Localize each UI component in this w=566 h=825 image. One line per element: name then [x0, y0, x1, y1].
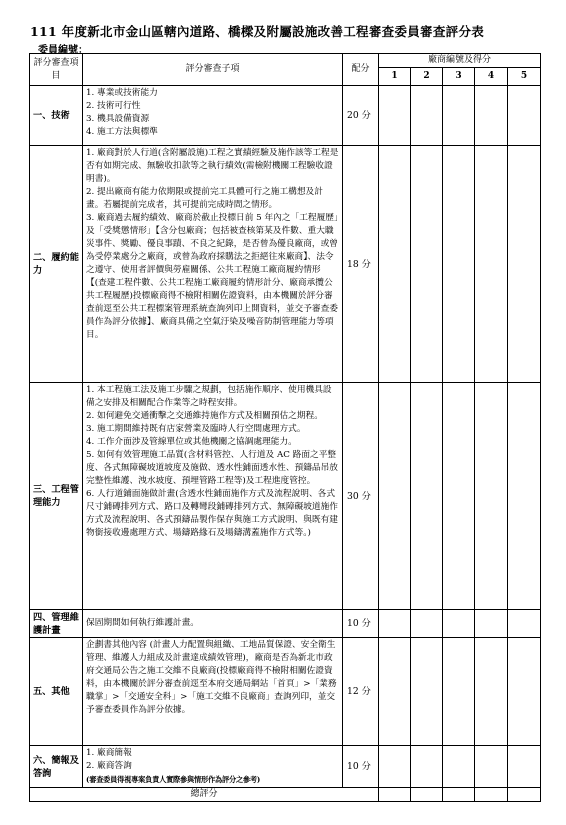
score-value: 10 分	[343, 610, 379, 638]
vendor-number: 2	[411, 68, 443, 86]
table-row	[30, 383, 541, 610]
table-row	[30, 610, 541, 638]
vendor-total-cell[interactable]	[443, 788, 475, 802]
document-title: 111 年度新北市金山區轄內道路、橋樑及附屬設施改善工程審查委員審查評分表	[30, 24, 485, 39]
vendor-score-cell[interactable]	[443, 638, 475, 746]
score-value: 10 分	[343, 746, 379, 788]
criteria-line: 2. 廠商答詢	[86, 761, 132, 771]
criteria-cell	[83, 383, 343, 610]
vendor-score-cell[interactable]	[508, 610, 541, 638]
item-label: 六、簡報及答詢	[30, 746, 83, 788]
vendor-number: 3	[443, 68, 475, 86]
score-value: 12 分	[343, 638, 379, 746]
vendor-score-cell[interactable]	[379, 638, 411, 746]
vendor-score-cell[interactable]	[379, 383, 411, 610]
table-row	[30, 86, 541, 146]
header-score: 配分	[343, 54, 379, 86]
vendor-score-cell[interactable]	[443, 610, 475, 638]
total-label: 總評分	[30, 788, 379, 802]
vendor-score-cell[interactable]	[379, 146, 411, 383]
criteria-line: 2. 技術可行性	[86, 101, 141, 111]
criteria-cell	[83, 610, 343, 638]
criteria-line: 1. 本工程施工法及施工步驟之規劃，包括施作順序、使用機具設備之安排及相關配合作業等之時程安排。	[86, 385, 332, 408]
vendor-score-cell[interactable]	[411, 146, 443, 383]
vendor-score-cell[interactable]	[508, 638, 541, 746]
score-value: 18 分	[343, 146, 379, 383]
criteria-cell	[83, 146, 343, 383]
vendor-score-cell[interactable]	[475, 86, 508, 146]
vendor-score-cell[interactable]	[379, 610, 411, 638]
table-row	[30, 638, 541, 746]
header-vendor: 廠商編號及得分	[379, 54, 541, 68]
item-label: 二、履約能力	[30, 146, 83, 383]
header-criteria: 評分審查子項	[83, 54, 343, 86]
criteria-line: 2. 如何避免交通衝擊之交通維持施作方式及相關預估之期程。	[86, 411, 323, 421]
vendor-score-cell[interactable]	[475, 746, 508, 788]
table-row	[30, 146, 541, 383]
vendor-total-cell[interactable]	[379, 788, 411, 802]
vendor-score-cell[interactable]	[379, 746, 411, 788]
vendor-score-cell[interactable]	[475, 146, 508, 383]
vendor-score-cell[interactable]	[411, 746, 443, 788]
vendor-number: 4	[475, 68, 508, 86]
item-label: 三、工程管理能力	[30, 383, 83, 610]
criteria-cell	[83, 638, 343, 746]
score-value: 20 分	[343, 86, 379, 146]
item-label: 五、其他	[30, 638, 83, 746]
vendor-score-cell[interactable]	[443, 383, 475, 610]
vendor-score-cell[interactable]	[411, 638, 443, 746]
item-label: 四、管理維護計畫	[30, 610, 83, 638]
criteria-note: (審查委員得視專案負責人實際參與情形作為評分之參考)	[86, 775, 261, 784]
vendor-score-cell[interactable]	[475, 638, 508, 746]
vendor-score-cell[interactable]	[443, 86, 475, 146]
criteria-line: 1. 專業或技術能力	[86, 88, 158, 98]
evaluation-table	[29, 53, 541, 802]
criteria-line: 3. 廠商過去履約績效、廠商於截止投標日前 5 年內之「工程履歷」及「受獎懲情形」【含分包廠商；包括被查核第某及件數、重大職災事件、獎勵、優良事蹟、不良之紀錄，是否曾為優良廠商，或曾為受停業處分之廠商，或曾為政府採購法之拒絕往來廠商】、法令之遵守、使用者評價與勞雇關係、公共工程施工廠商履約情形【(查建工程件數、公共工程施工廠商履約情形計分、廠商承攬公共工程履歷)投標廠商得不檢附相關佐證資料，由本機關於評分審查前逕至公共工程標案管理系統查詢列印上開資料，並交予審查委員作為評分依據】、廠商具備之空氣汙染及噪音防制管理能力等項目。	[86, 213, 339, 340]
vendor-score-cell[interactable]	[508, 383, 541, 610]
criteria-line: 5. 如何有效管理施工品質(含材料管控、人行道及 AC 路面之平整度、各式無障礙坡道坡度及施做、透水性鋪面透水性、預鑄品吊放完整性維護、洩水坡度、預埋管路工程等)及工程進度管控。	[86, 450, 338, 486]
vendor-score-cell[interactable]	[443, 146, 475, 383]
criteria-line: 3. 機具設備資源	[86, 114, 150, 124]
header-item: 評分審查項目	[30, 54, 83, 86]
criteria-line: 6. 人行道鋪面施做計畫(含透水性鋪面施作方式及流程說明、各式尺寸鋪磚排列方式、路口及轉彎段鋪磚排列方式、無障礙坡道施作方式及流程說明、各式預鑄品製作保存與施工方式說明、與既有建物銜接收邊處理方式、場鑄路緣石及場鑄溝蓋施作方式等。)	[86, 489, 338, 538]
vendor-number: 5	[508, 68, 541, 86]
vendor-score-cell[interactable]	[508, 146, 541, 383]
criteria-line: 4. 工作介面涉及管線單位或其他機關之協調處理能力。	[86, 437, 297, 447]
vendor-score-cell[interactable]	[443, 746, 475, 788]
item-label: 一、技術	[30, 86, 83, 146]
vendor-score-cell[interactable]	[411, 610, 443, 638]
vendor-score-cell[interactable]	[411, 86, 443, 146]
vendor-score-cell[interactable]	[508, 86, 541, 146]
vendor-score-cell[interactable]	[475, 610, 508, 638]
vendor-total-cell[interactable]	[475, 788, 508, 802]
vendor-score-cell[interactable]	[508, 746, 541, 788]
criteria-line: 企劃書其他內容 (計畫人力配置與組織、工地品質保證、安全衛生管理、維護人力組成及計畫達成績效管理)，廠商是否為新北市政府交通局公告之施工交維不良廠商(投標廠商得不檢附相關佐證資料，由本機關於評分審查前逕至本府交通局網站「首頁」>「業務職掌」>「交通安全科」>「施工交維不良廠商」查詢列印，並交予審查委員作為評分依據。	[86, 640, 337, 715]
vendor-score-cell[interactable]	[411, 383, 443, 610]
criteria-cell	[83, 86, 343, 146]
criteria-cell	[83, 746, 343, 788]
vendor-score-cell[interactable]	[379, 86, 411, 146]
criteria-line: 1. 廠商對於人行道(含附屬設施)工程之實績經驗及施作該等工程是否有如期完成、無驗收扣款等之執行績效(需檢附機關工程驗收證明書)。	[86, 148, 339, 184]
criteria-line: 4. 施工方法與標準	[86, 127, 158, 137]
member-number-label: 委員編號：	[38, 45, 88, 56]
criteria-line: 3. 施工期間維持既有店家營業及臨時人行空間處理方式。	[86, 424, 306, 434]
score-value: 30 分	[343, 383, 379, 610]
criteria-line: 保固期間如何執行維護計畫。	[86, 618, 199, 628]
total-row	[30, 788, 541, 802]
vendor-total-cell[interactable]	[411, 788, 443, 802]
vendor-number: 1	[379, 68, 411, 86]
vendor-score-cell[interactable]	[475, 383, 508, 610]
table-row	[30, 746, 541, 788]
criteria-line: 2. 提出廠商有能力依期限或提前完工具體可行之施工構想及計畫。若屬提前完成者，其可提前完成時間之情形。	[86, 187, 323, 210]
criteria-line: 1. 廠商簡報	[86, 748, 132, 758]
vendor-total-cell[interactable]	[508, 788, 541, 802]
